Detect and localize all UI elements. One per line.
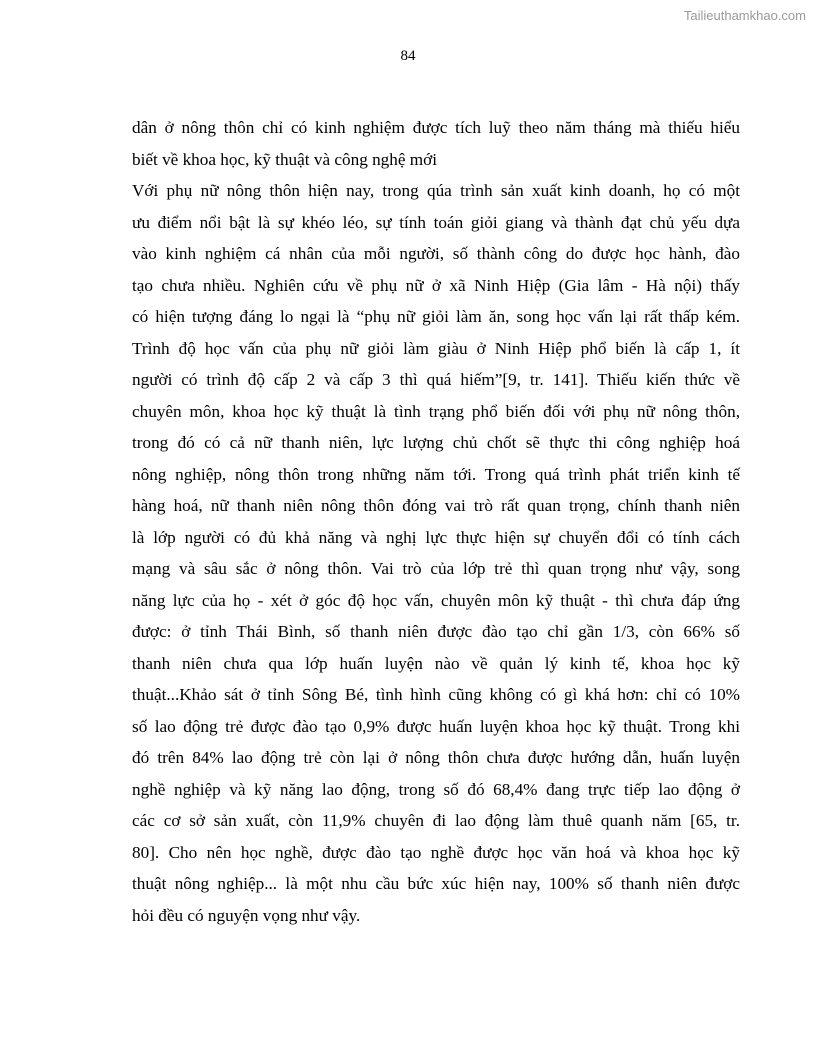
text-line: Với phụ nữ nông thôn hiện nay, trong qúa trình sản xuất kinh doanh, họ có một (132, 181, 740, 200)
text-line: là lớp người có đủ khả năng và nghị lực thực hiện sự chuyển đổi có tính cách (132, 527, 740, 547)
text-line: được: ở tỉnh Thái Bình, số thanh niên được đào tạo chỉ gần 1/3, còn 66% số (132, 622, 740, 641)
text-line: nghề nghiệp và kỹ năng lao động, trong số đó 68,4% đang trực tiếp lao động ở (132, 779, 740, 799)
text-line: các cơ sở sản xuất, còn 11,9% chuyên đi lao động làm thuê quanh năm [65, tr. (132, 811, 740, 830)
text-line: mạng và sâu sắc ở nông thôn. Vai trò của lớp trẻ thì quan trọng như vậy, song (132, 559, 740, 578)
paragraph-2-end (132, 900, 740, 932)
body-text (132, 112, 740, 931)
text-line: hàng hoá, nữ thanh niên nông thôn đóng vai trò rất quan trọng, chính thanh niên (132, 496, 740, 515)
text-line: tạo chưa nhiều. Nghiên cứu về phụ nữ ở xã Ninh Hiệp (Gia lâm - Hà nội) thấy (132, 275, 740, 295)
paragraph-1 (132, 112, 740, 144)
text-line: thuật nông nghiệp... là một nhu cầu bức xúc hiện nay, 100% số thanh niên được (132, 874, 740, 893)
text-line: có hiện tượng đáng lo ngại là “phụ nữ giỏi làm ăn, song học vấn lại rất thấp kém. (132, 307, 740, 326)
text-line: trong đó có cả nữ thanh niên, lực lượng chủ chốt sẽ thực thi công nghiệp hoá (132, 433, 740, 452)
text-line: vào kinh nghiệm cá nhân của mỗi người, số thành công do được học hành, đào (132, 244, 740, 263)
text-line: thuật...Khảo sát ở tỉnh Sông Bé, tình hình cũng không có gì khá hơn: chỉ có 10% (132, 685, 740, 704)
text-line: năng lực của họ - xét ở góc độ học vấn, chuyên môn kỹ thuật - thì chưa đáp ứng (132, 590, 740, 610)
text-line: dân ở nông thôn chỉ có kinh nghiệm được tích luỹ theo năm tháng mà thiếu hiểu (132, 118, 740, 137)
text-line: hỏi đều có nguyện vọng như vậy. (132, 905, 361, 925)
text-line: nông nghiệp, nông thôn trong những năm tới. Trong quá trình phát triển kinh tế (132, 464, 740, 484)
text-line: 80]. Cho nên học nghề, được đào tạo nghề được học văn hoá và khoa học kỹ (132, 842, 740, 862)
paragraph-1-end (132, 144, 740, 176)
text-line: đó trên 84% lao động trẻ còn lại ở nông thôn chưa được hướng dẫn, huấn luyện (132, 748, 740, 767)
paragraph-2 (132, 175, 740, 900)
watermark-text: Tailieuthamkhao.com (683, 8, 806, 23)
text-line: biết về khoa học, kỹ thuật và công nghệ mới (132, 149, 438, 169)
text-line: ưu điểm nổi bật là sự khéo léo, sự tính toán giỏi giang và thành đạt chủ yếu dựa (132, 212, 740, 232)
text-line: thanh niên chưa qua lớp huấn luyện nào về quản lý kinh tế, khoa học kỹ (132, 653, 740, 673)
text-line: chuyên môn, khoa học kỹ thuật là tình trạng phổ biến đối với phụ nữ nông thôn, (132, 401, 740, 421)
text-line: Trình độ học vấn của phụ nữ giỏi làm giàu ở Ninh Hiệp phổ biến là cấp 1, ít (132, 338, 740, 358)
text-line: người có trình độ cấp 2 và cấp 3 thì quá hiếm”[9, tr. 141]. Thiếu kiến thức về (132, 370, 740, 389)
text-line: số lao động trẻ được đào tạo 0,9% được huấn luyện khoa học kỹ thuật. Trong khi (132, 716, 740, 736)
page-number: 84 (400, 48, 416, 64)
